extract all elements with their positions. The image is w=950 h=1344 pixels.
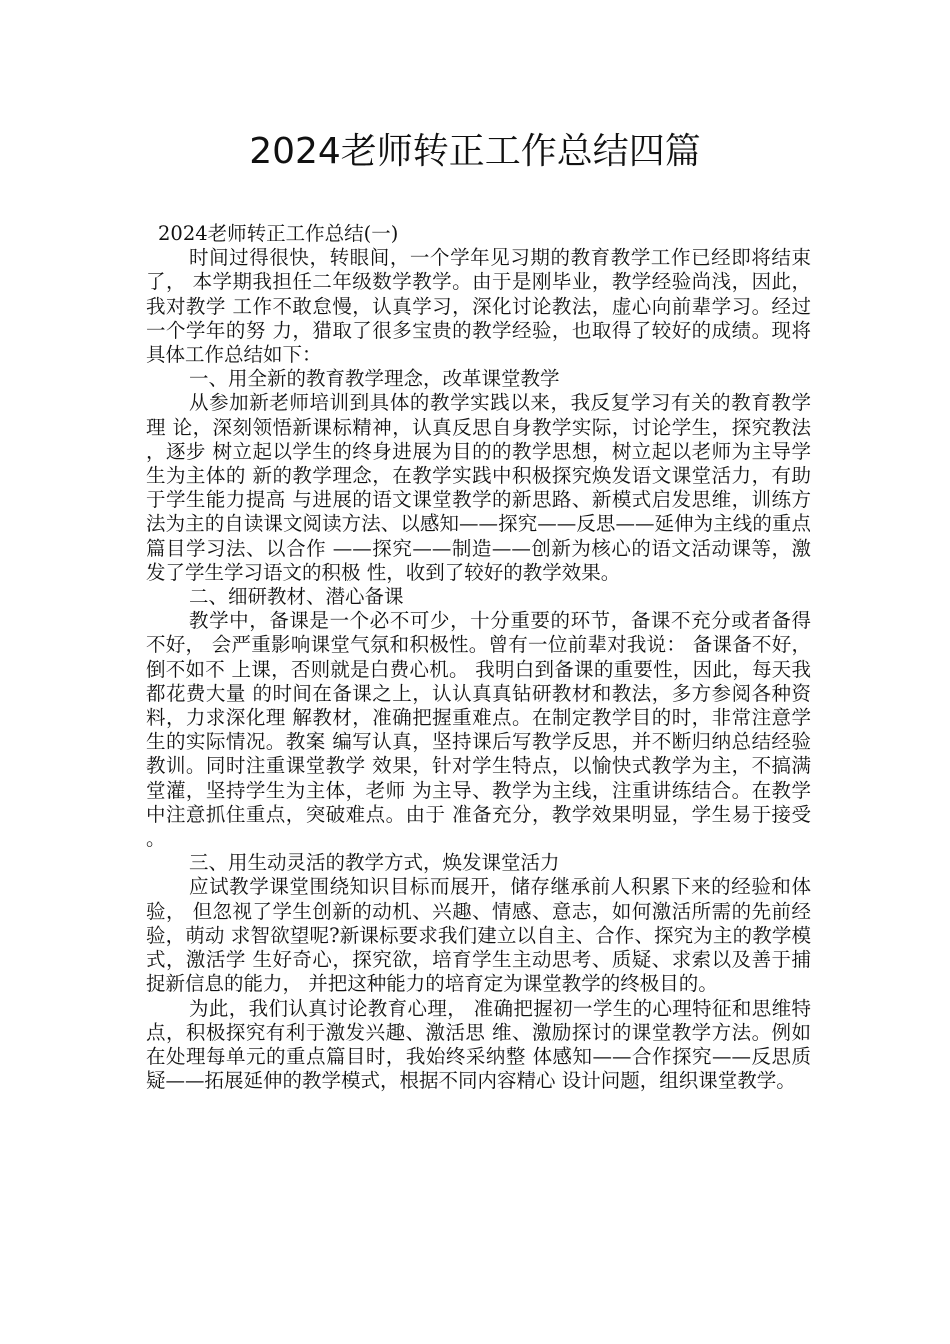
document-title: 2024老师转正工作总结四篇 [249, 131, 701, 172]
paragraph-3: 应试教学课堂围绕知识目标而展开，储存继承前人积累下来的经验和体验， 但忽视了学生创新的动机、兴趣、情感、意志，如何激活所需的先前经验，萌动 求智欲望呢?新课标要求我们建立以自主、合作、探究为主的教学模式，激活学 生好奇心，探究欲，培育学生主动思考、质疑、求索以及善于捕捉新信息的能力， 并把这种能力的培育定为课堂教学的终极目的。 [146, 875, 811, 996]
paragraph-1: 从参加新老师培训到具体的教学实践以来，我反复学习有关的教育教学理 论，深刻领悟新课标精神，认真反思自身教学实际，讨论学生，探究教法，逐步 树立起以学生的终身进展为目的的教学思想，树立起以老师为主导学生为主体的 新的教学理念，在教学实践中积极探究焕发语文课堂活力，有助于学生能力提高 与进展的语文课堂教学的新思路、新模式启发思维，训练方法为主的自读课文阅读方法、以感知——探究——反思——延伸为主线的重点篇目学习法、以合作 ——探究——制造——创新为核心的语文活动课等，激发了学生学习语文的积极 性，收到了较好的教学效果。 [146, 391, 811, 584]
paragraph-4: 为此，我们认真讨论教育心理， 准确把握初一学生的心理特征和思维特点，积极探究有利于激发兴趣、激活思 维、激励探讨的课堂教学方法。例如在处理每单元的重点篇目时，我始终采纳整 体感知——合作探究——反思质疑——拓展延伸的教学模式，根据不同内容精心 设计问题，组织课堂教学。 [146, 996, 811, 1093]
document-body [146, 222, 811, 1093]
subheading-2: 二、细研教材、潜心备课 [189, 585, 404, 609]
subheading-3: 三、用生动灵活的教学方式，焕发课堂活力 [189, 851, 560, 875]
section-heading: 2024老师转正工作总结(一) [158, 222, 399, 245]
paragraph-2: 教学中，备课是一个必不可少，十分重要的环节，备课不充分或者备得不好， 会严重影响课堂气氛和积极性。曾有一位前辈对我说： 备课备不好，倒不如不 上课，否则就是白费心机。 我明白到备课的重要性，因此，每天我都花费大量 的时间在备课之上，认认真真钻研教材和教法，多方参阅各种资料，力求深化理 解教材，准确把握重难点。在制定教学目的时，非常注意学生的实际情况。教案 编写认真，坚持课后写教学反思，并不断归纳总结经验教训。同时注重课堂教学 效果，针对学生特点，以愉快式教学为主，不搞满堂灌，坚持学生为主体，老师 为主导、教学为主线，注重讲练结合。在教学中注意抓住重点，突破难点。由于 准备充分，教学效果明显，学生易于接受。 [146, 609, 811, 851]
subheading-1: 一、用全新的教育教学理念，改革课堂教学 [189, 367, 560, 391]
paragraph-intro: 时间过得很快，转眼间，一个学年见习期的教育教学工作已经即将结束了， 本学期我担任二年级数学教学。由于是刚毕业，教学经验尚浅，因此，我对教学 工作不敢怠慢，认真学习，深化讨论教法，虚心向前辈学习。经过一个学年的努 力，猎取了很多宝贵的教学经验，也取得了较好的成绩。现将具体工作总结如下： [146, 246, 811, 367]
